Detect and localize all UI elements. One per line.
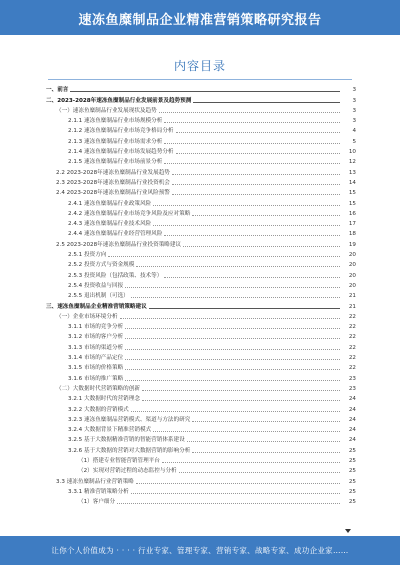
toc-leader-dots [176, 153, 340, 154]
toc-entry[interactable] [46, 228, 356, 238]
toc-entry-text: 3.3.1 精准营销策略分析 [68, 488, 129, 495]
toc-entry-text: 3.1.4 市场的产品定位 [68, 355, 124, 362]
toc-leader-dots [172, 174, 340, 175]
toc-entry-text: 3.3 速冻鱼糜制品行业营销策略 [56, 478, 134, 485]
toc-leader-dots [192, 421, 340, 422]
toc-entry[interactable] [46, 414, 356, 424]
toc-entry-page: 20 [348, 282, 356, 289]
toc-entry-page: 24 [348, 416, 356, 423]
toc-entry-text: 2.5.1 投资方向 [68, 252, 107, 259]
toc-leader-dots [164, 277, 340, 278]
toc-leader-dots [125, 380, 340, 381]
toc-entry-text: 2.4.4 速冻鱼糜制品行业经营管理风险 [68, 231, 163, 238]
toc-entry[interactable] [46, 290, 356, 300]
toc-entry[interactable] [46, 475, 356, 485]
toc-entry-text: 2.5.2 投资方式与资金规模 [68, 262, 135, 269]
toc-entry-page: 24 [348, 427, 356, 434]
toc-entry-text: 三、速冻鱼糜制品企业精准营销策略建议 [46, 303, 147, 310]
toc-entry-text: 3.1.2 市场的客户分析 [68, 334, 124, 341]
toc-entry[interactable] [46, 197, 356, 207]
toc-leader-dots [120, 318, 340, 319]
toc-entry-page: 25 [348, 488, 356, 495]
toc-entry-text: 2.4.2 速冻鱼糜制品行业市场竞争风险及应对策略 [68, 210, 191, 217]
toc-entry-text: 2.1.3 速冻鱼糜制品行业市场需求分析 [68, 138, 163, 145]
toc-leader-dots [176, 132, 340, 133]
toc-entry[interactable] [46, 321, 356, 331]
toc-entry-text: （一）速冻鱼糜制品行业发展现状及趋势 [56, 107, 157, 114]
toc-leader-dots [187, 441, 340, 442]
title-divider [48, 79, 352, 80]
toc-entry[interactable] [46, 280, 356, 290]
toc-entry-page: 3 [352, 87, 356, 94]
toc-entry-text: 3.1.6 市场的推广策略 [68, 375, 124, 382]
toc-entry-page: 22 [348, 334, 356, 341]
toc-entry-page: 3 [352, 107, 356, 114]
toc-entry-text: 2.3 2023-2028年速冻鱼糜制品行业投资机会 [56, 179, 170, 186]
toc-entry-text: 2.5 2023-2028年速冻鱼糜制品行业投资策略建议 [56, 241, 182, 248]
toc-entry-page: 21 [348, 303, 356, 310]
toc-entry-text: 3.2.1 大数据时代的营销理念 [68, 396, 140, 403]
toc-entry-text: 3.2.4 大数据背景下精准营销模式 [68, 427, 152, 434]
toc-entry-text: 2.2 2023-2028年速冻鱼糜制品行业发展趋势 [56, 169, 170, 176]
toc-leader-dots [70, 91, 340, 92]
toc-entry-page: 20 [348, 262, 356, 269]
toc-entry[interactable] [46, 218, 356, 228]
toc-entry[interactable] [46, 146, 356, 156]
toc-leader-dots [131, 297, 340, 298]
toc-leader-dots [142, 400, 340, 401]
toc-leader-dots [153, 205, 340, 206]
toc-entry-page: 23 [348, 375, 356, 382]
toc-entry-text: 2.5.3 投资风险（包括政策、技术等） [68, 272, 163, 279]
toc-leader-dots [164, 163, 340, 164]
toc-entry-text: 2.1.4 速冻鱼糜制品行业市场发展趋势分析 [68, 149, 174, 156]
toc-entry[interactable] [46, 125, 356, 135]
toc-entry-page: 3 [352, 97, 356, 104]
toc-entry[interactable] [46, 94, 356, 104]
toc-leader-dots [136, 266, 340, 267]
toc-leader-dots [142, 390, 340, 391]
toc-entry-page: 18 [348, 231, 356, 238]
toc-entry[interactable] [46, 496, 356, 506]
toc-entry-page: 20 [348, 272, 356, 279]
toc-leader-dots [183, 246, 340, 247]
toc-leader-dots [125, 338, 340, 339]
toc-leader-dots [162, 462, 340, 463]
toc-entry[interactable] [46, 403, 356, 413]
arrow-down-icon [345, 529, 351, 533]
toc-entry-text: 2.4 2023-2028年速冻鱼糜制品行业风险预警 [56, 190, 170, 197]
toc-leader-dots [192, 215, 340, 216]
toc-leader-dots [172, 194, 340, 195]
toc-entry[interactable] [46, 486, 356, 496]
toc-entry[interactable] [46, 434, 356, 444]
toc-entry-page: 25 [348, 447, 356, 454]
toc-leader-dots [125, 349, 340, 350]
toc-entry[interactable] [46, 444, 356, 454]
toc-entry[interactable] [46, 455, 356, 465]
toc-leader-dots [149, 308, 340, 309]
toc-entry[interactable] [46, 259, 356, 269]
toc-entry-page: 24 [348, 437, 356, 444]
toc-entry-text: 2.1.5 速冻鱼糜制品行业市场前景分析 [68, 159, 163, 166]
toc-entry-text: 3.2.6 基于大数据的营销对大数据营销的影响分析 [68, 447, 191, 454]
toc-entry[interactable] [46, 269, 356, 279]
toc-entry-page: 17 [348, 221, 356, 228]
toc-entry[interactable] [46, 331, 356, 341]
table-of-contents [46, 84, 356, 506]
toc-leader-dots [108, 256, 340, 257]
toc-entry-text: （1）搭建专业智能营销管理平台 [78, 457, 160, 464]
toc-entry-page: 12 [348, 159, 356, 166]
toc-entry-text: （二）大数据时代营销策略的创新 [56, 385, 140, 392]
toc-entry-page: 25 [348, 468, 356, 475]
toc-entry-page: 15 [348, 200, 356, 207]
toc-entry-page: 10 [348, 149, 356, 156]
toc-entry[interactable] [46, 465, 356, 475]
toc-entry-text: 2.5.5 退出机制（可选） [68, 293, 129, 300]
toc-leader-dots [164, 235, 340, 236]
toc-leader-dots [172, 184, 340, 185]
toc-leader-dots [153, 225, 340, 226]
toc-entry-text: 3.1.3 市场的渠道分析 [68, 344, 124, 351]
toc-entry-text: 2.1.1 速冻鱼糜制品行业市场规模分析 [68, 118, 163, 125]
toc-entry-page: 15 [348, 190, 356, 197]
toc-entry[interactable] [46, 208, 356, 218]
toc-entry-text: 二、2023-2028年速冻鱼糜制品行业发展前景及趋势预测 [46, 97, 192, 104]
toc-entry[interactable] [46, 166, 356, 176]
toc-entry[interactable] [46, 352, 356, 362]
toc-entry-text: （一）企业市场环境分析 [56, 313, 118, 320]
toc-entry-page: 20 [348, 252, 356, 259]
toc-entry-page: 22 [348, 365, 356, 372]
footer-slogan: 让你个人价值成为 · · · · 行业专家、管理专家、营销专家、战略专家、成功企业家…… [51, 546, 349, 555]
toc-leader-dots [164, 122, 340, 123]
toc-entry-page: 25 [348, 499, 356, 506]
toc-entry[interactable] [46, 341, 356, 351]
toc-entry-page: 24 [348, 406, 356, 413]
toc-entry-page: 22 [348, 324, 356, 331]
toc-entry-page: 24 [348, 396, 356, 403]
toc-entry[interactable] [46, 84, 356, 94]
toc-entry-text: 3.2.3 速冻鱼糜制品营销模式、渠道与方法的研究 [68, 416, 191, 423]
toc-entry[interactable] [46, 115, 356, 125]
toc-entry-page: 5 [352, 138, 356, 145]
toc-entry[interactable] [46, 249, 356, 259]
toc-entry-page: 14 [348, 179, 356, 186]
toc-title: 内容目录 [173, 59, 226, 73]
toc-leader-dots [125, 359, 340, 360]
toc-entry-text: 2.4.1 速冻鱼糜制品行业政策风险 [68, 200, 152, 207]
toc-leader-dots [153, 431, 340, 432]
toc-entry-text: （1）客户细分 [78, 499, 116, 506]
toc-entry[interactable] [46, 383, 356, 393]
toc-entry[interactable] [46, 135, 356, 145]
toc-entry-text: （2）实现对营销过程的动态监控与分析 [78, 468, 177, 475]
toc-leader-dots [192, 452, 340, 453]
toc-entry-text: 3.1.1 市场的竞争分析 [68, 324, 124, 331]
toc-entry-page: 25 [348, 457, 356, 464]
toc-leader-dots [159, 112, 340, 113]
toc-entry-text: 2.4.3 速冻鱼糜制品行业技术风险 [68, 221, 152, 228]
toc-leader-dots [117, 503, 340, 504]
toc-entry-text: 3.2.5 基于大数据精准营销的智能营销体系建设 [68, 437, 185, 444]
toc-entry-text: 2.5.4 投资收益与回报 [68, 282, 124, 289]
toc-entry[interactable] [46, 424, 356, 434]
toc-entry[interactable] [46, 300, 356, 310]
toc-entry-page: 16 [348, 210, 356, 217]
toc-leader-dots [125, 369, 340, 370]
toc-entry-text: 3.2.2 大数据的营销模式 [68, 406, 129, 413]
toc-leader-dots [125, 287, 340, 288]
toc-entry-page: 3 [352, 118, 356, 125]
toc-entry[interactable] [46, 238, 356, 248]
toc-entry[interactable] [46, 372, 356, 382]
toc-leader-dots [131, 411, 340, 412]
toc-entry-text: 2.1.2 速冻鱼糜制品行业市场竞争格局分析 [68, 128, 174, 135]
toc-entry-text: 3.1.5 市场的价格策略 [68, 365, 124, 372]
toc-entry[interactable] [46, 187, 356, 197]
toc-entry-page: 22 [348, 355, 356, 362]
toc-entry-page: 23 [348, 385, 356, 392]
toc-entry-page: 21 [348, 293, 356, 300]
toc-leader-dots [131, 493, 340, 494]
toc-leader-dots [179, 472, 340, 473]
toc-entry[interactable] [46, 311, 356, 321]
toc-entry-page: 25 [348, 478, 356, 485]
toc-leader-dots [125, 328, 340, 329]
report-title: 速冻鱼糜制品企业精准营销策略研究报告 [78, 13, 322, 28]
toc-entry-page: 4 [352, 128, 356, 135]
toc-entry-text: 一、前言 [46, 87, 69, 94]
toc-entry-page: 22 [348, 344, 356, 351]
toc-leader-dots [193, 102, 340, 103]
toc-entry-page: 22 [348, 313, 356, 320]
toc-leader-dots [136, 483, 340, 484]
toc-entry[interactable] [46, 105, 356, 115]
toc-entry-page: 19 [348, 241, 356, 248]
toc-entry[interactable] [46, 393, 356, 403]
toc-leader-dots [164, 143, 340, 144]
toc-entry[interactable] [46, 177, 356, 187]
toc-entry[interactable] [46, 156, 356, 166]
toc-entry[interactable] [46, 362, 356, 372]
toc-entry-page: 13 [348, 169, 356, 176]
